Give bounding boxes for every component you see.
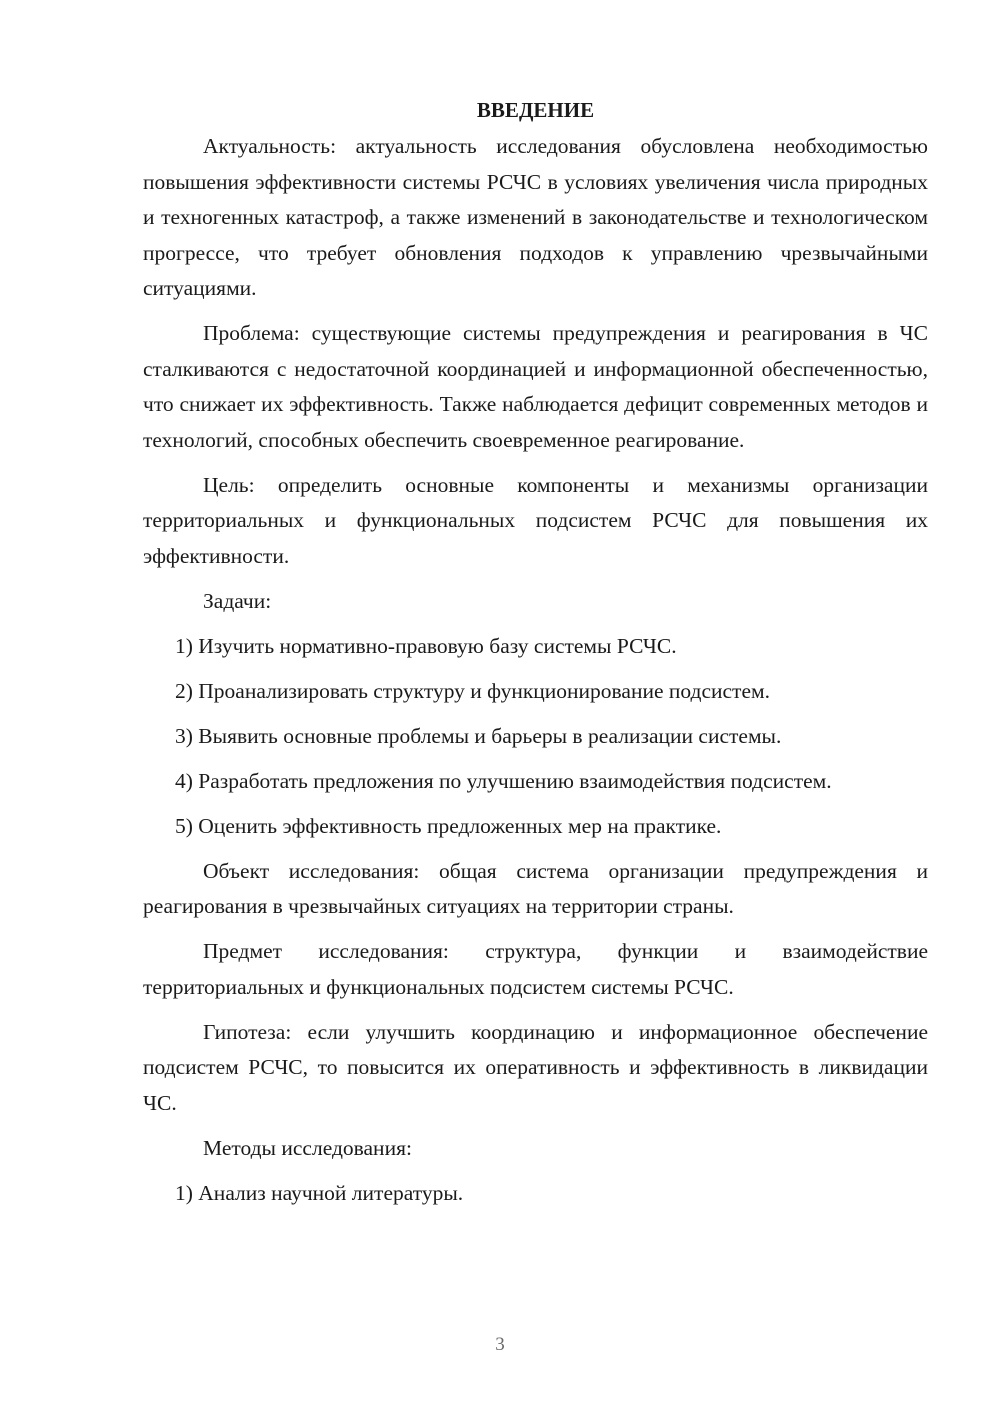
relevance-paragraph: Актуальность: актуальность исследования обусловлена необходимостью повышения эффективности системы РСЧС в условиях увеличения числа природных и техногенных катастроф, а также изменений в законодательстве и технологическом прогрессе, что требует обновления подходов к управлению чрезвычайными ситуациями. (143, 134, 928, 300)
hypothesis-paragraph: Гипотеза: если улучшить координацию и информационное обеспечение подсистем РСЧС, то повысится их оперативность и эффективность в ликвидации ЧС. (143, 1019, 928, 1115)
goal-paragraph: Цель: определить основные компоненты и механизмы организации территориальных и функциональных подсистем РСЧС для повышения их эффективности. (143, 472, 928, 568)
subject-paragraph: Предмет исследования: структура, функции и взаимодействие территориальных и функциональных подсистем системы РСЧС. (143, 939, 928, 999)
task-item: 3) Выявить основные проблемы и барьеры в реализации системы. (175, 723, 782, 748)
methods-label: Методы исследования: (203, 1135, 412, 1160)
object-paragraph: Объект исследования: общая система организации предупреждения и реагирования в чрезвычайных ситуациях на территории страны. (143, 858, 928, 918)
document-page (143, 92, 928, 1221)
tasks-label: Задачи: (203, 588, 272, 613)
task-item: 5) Оценить эффективность предложенных мер на практике. (175, 813, 722, 838)
task-item: 4) Разработать предложения по улучшению взаимодействия подсистем. (175, 768, 832, 793)
page-number: 3 (495, 1334, 505, 1355)
task-item: 2) Проанализировать структуру и функционирование подсистем. (175, 678, 770, 703)
task-item: 1) Изучить нормативно-правовую базу системы РСЧС. (175, 633, 677, 658)
problem-paragraph: Проблема: существующие системы предупреждения и реагирования в ЧС сталкиваются с недостаточной координацией и информационной обеспеченностью, что снижает их эффективность. Также наблюдается дефицит современных методов и технологий, способных обеспечить своевременное реагирование. (143, 321, 928, 452)
method-item: 1) Анализ научной литературы. (175, 1180, 464, 1205)
section-heading: ВВЕДЕНИЕ (476, 98, 595, 122)
